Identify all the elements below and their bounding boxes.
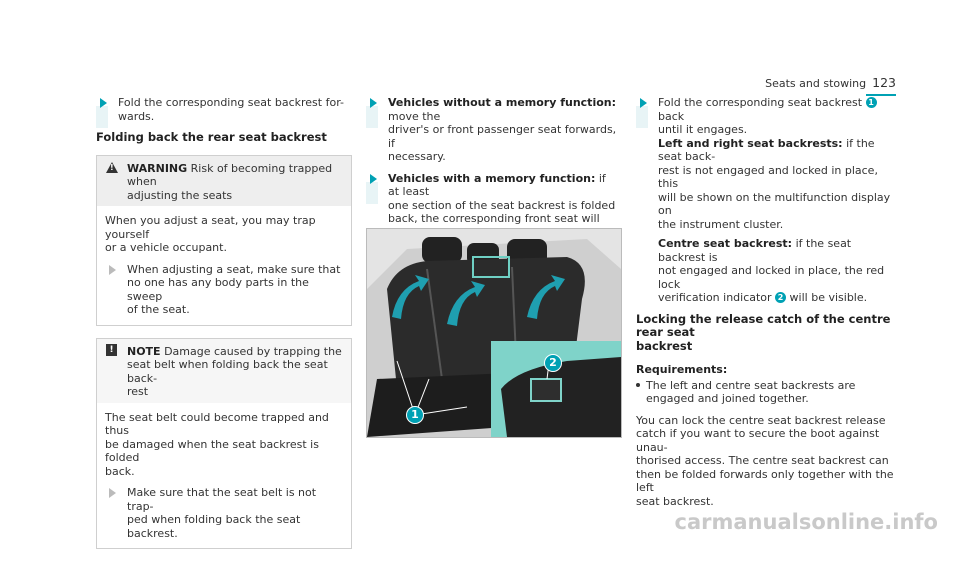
left-right-bold: Left and right seat backrests: <box>658 136 843 150</box>
column-1 <box>96 96 352 561</box>
step-text-b: back until it engages. <box>658 109 748 136</box>
column-3 <box>636 96 896 516</box>
note-box <box>96 338 352 550</box>
note-label: NOTE <box>127 344 161 358</box>
step-bar <box>96 106 108 128</box>
step-arrow-icon <box>109 265 116 275</box>
step-bar <box>366 106 378 128</box>
callout-1: 1 <box>866 97 877 108</box>
warning-header <box>97 156 351 207</box>
note-header <box>97 339 351 403</box>
warning-step <box>105 263 343 317</box>
rear-seat-drawing <box>367 229 621 437</box>
step-arrow-icon <box>370 174 377 184</box>
note-title: Damage caused by trapping the seat belt when folding back the seat back- rest <box>127 344 342 398</box>
step-bold: Vehicles with a memory function: <box>388 171 596 185</box>
requirements-heading: Requirements: <box>636 363 728 376</box>
callout-2: 2 <box>775 292 786 303</box>
centre-bold: Centre seat backrest: <box>658 237 793 250</box>
warning-body <box>97 206 351 325</box>
warning-label: WARNING <box>127 161 188 175</box>
warning-title: Risk of becoming trapped when adjusting the seats <box>127 161 333 202</box>
requirement-text: The left and centre seat backrests are engaged and joined together. <box>646 378 856 405</box>
callout-2: 2 <box>544 354 562 372</box>
step-bold: Vehicles without a memory function: <box>388 96 617 109</box>
note-step <box>105 486 343 540</box>
note-text: The seat belt could become trapped and thus be damaged when the seat backrest is folded back. <box>105 410 329 478</box>
step-text: move the driver's or front passenger seat forwards, if necessary. <box>388 109 617 163</box>
warning-box <box>96 155 352 326</box>
body-paragraph: You can lock the centre seat backrest release catch if you want to secure the boot against unau- thorised access. The centre seat backrest can then be folded forwards only together with the left seat backrest. <box>636 413 894 508</box>
requirement-item <box>636 379 896 406</box>
left-right-text: if the seat back- rest is not engaged and locked in place, this will be shown on the multifunction display on the instrument cluster. <box>658 136 891 231</box>
step-arrow-icon <box>109 488 116 498</box>
seat-illustration <box>366 228 622 438</box>
section-heading: Folding back the rear seat backrest <box>96 130 327 144</box>
step-text: if at least one section of the seat backrest is folded back, the corresponding front seat will <box>388 171 616 225</box>
section-heading: Locking the release catch of the centre rear seat backrest <box>636 311 891 353</box>
step-bar <box>636 106 648 128</box>
centre-text-b: will be visible. <box>786 291 868 304</box>
exclamation-icon: ! <box>106 344 117 356</box>
section-title: Seats and stowing <box>765 77 867 90</box>
note-body <box>97 403 351 549</box>
step-fold-back <box>636 96 896 305</box>
callout-1: 1 <box>406 406 424 424</box>
warning-triangle-icon <box>106 162 118 173</box>
warning-step-text: When adjusting a seat, make sure that no one has any body parts in the sweep of the seat. <box>127 262 341 316</box>
step-text: Fold the corresponding seat backrest <box>658 96 863 109</box>
step-bar <box>366 182 378 204</box>
page-header <box>760 76 896 91</box>
step-fold-forward <box>96 96 352 123</box>
warning-text: When you adjust a seat, you may trap yourself or a vehicle occupant. <box>105 214 316 254</box>
step-arrow-icon <box>640 98 647 108</box>
step-arrow-icon <box>100 98 107 108</box>
watermark: carmanualsonline.info <box>674 509 938 534</box>
centre-text: if the seat backrest is not engaged and locked in place, the red lock verification indicator <box>658 237 885 304</box>
step-arrow-icon <box>370 98 377 108</box>
note-step-text: Make sure that the seat belt is not trap- ped when folding back the seat backrest. <box>127 486 317 540</box>
step-without-memory <box>366 96 620 164</box>
bullet-icon <box>636 383 640 387</box>
step-text: Fold the corresponding seat backrest for- wards. <box>118 96 344 123</box>
page-number: 123 <box>872 75 896 90</box>
